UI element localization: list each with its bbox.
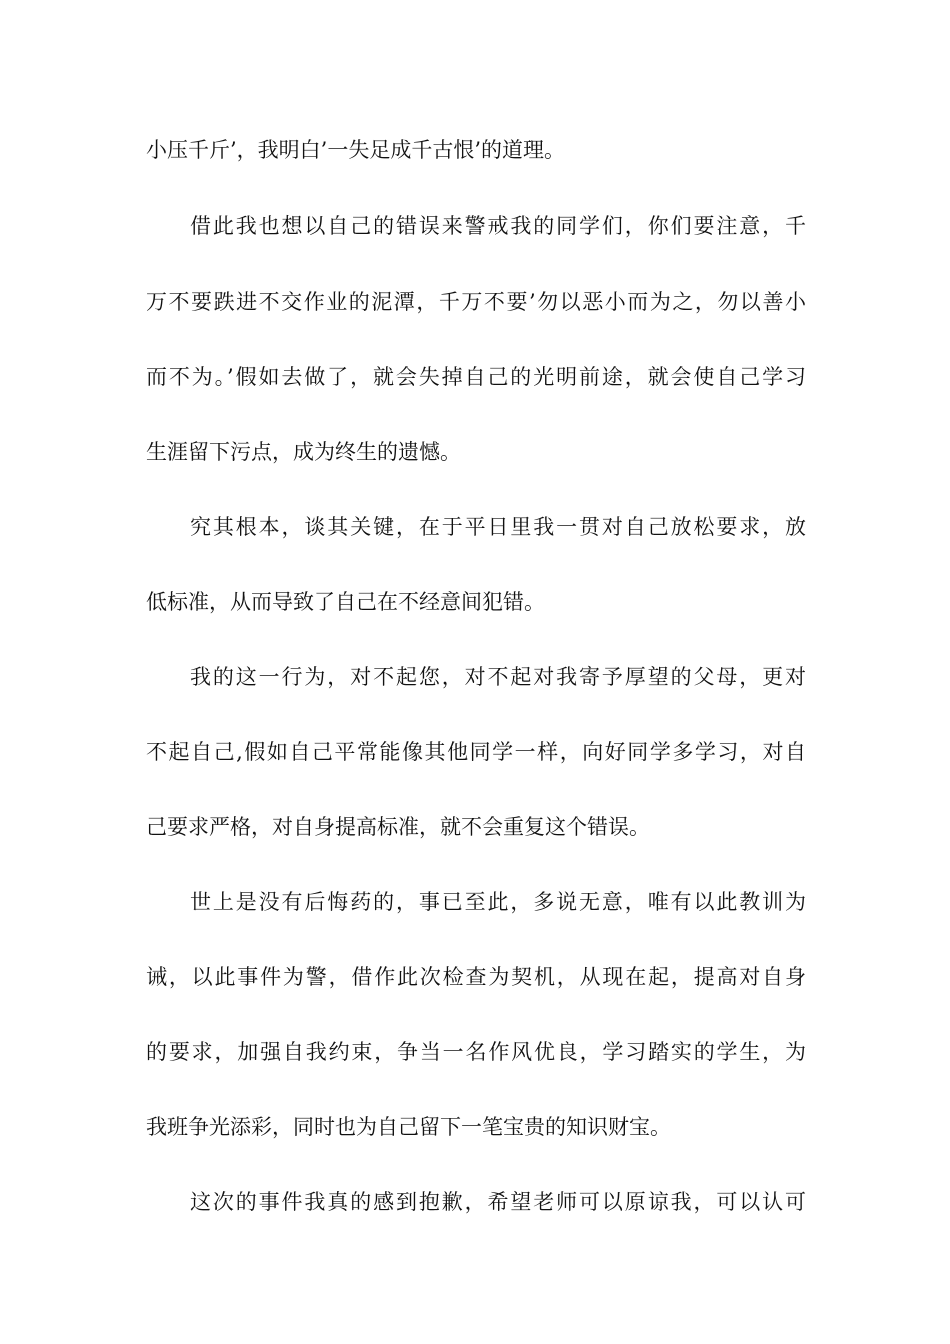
text-line: 不起自己,假如自己平常能像其他同学一样，向好同学多学习，对自 [146,740,806,764]
text-line: 生涯留下污点，成为终生的遗憾。 [146,440,461,464]
text-line: 低标准，从而导致了自己在不经意间犯错。 [146,590,545,614]
paragraph-first-line: 世上是没有后悔药的，事已至此，多说无意，唯有以此教训为 [190,890,806,914]
text-line: 小压千斤’，我明白’一失足成千古恨’的道理。 [146,138,566,162]
paragraph-first-line: 借此我也想以自己的错误来警戒我的同学们，你们要注意，千 [190,214,806,238]
paragraph-first-line: 这次的事件我真的感到抱歉，希望老师可以原谅我，可以认可 [190,1190,806,1214]
text-line: 己要求严格，对自身提高标准，就不会重复这个错误。 [146,815,650,839]
text-line: 的要求，加强自我约束，争当一名作风优良，学习踏实的学生，为 [146,1040,806,1064]
text-line: 我班争光添彩，同时也为自己留下一笔宝贵的知识财宝。 [146,1115,671,1139]
text-line: 而不为。’假如去做了，就会失掉自己的光明前途，就会使自己学习 [146,365,806,389]
paragraph-first-line: 究其根本，谈其关键，在于平日里我一贯对自己放松要求，放 [190,515,806,539]
paragraph-first-line: 我的这一行为，对不起您，对不起对我寄予厚望的父母，更对 [190,665,806,689]
text-line: 诫，以此事件为警，借作此次检查为契机，从现在起，提高对自身 [146,965,806,989]
text-line: 万不要跌进不交作业的泥潭，千万不要’勿以恶小而为之，勿以善小 [146,290,806,314]
